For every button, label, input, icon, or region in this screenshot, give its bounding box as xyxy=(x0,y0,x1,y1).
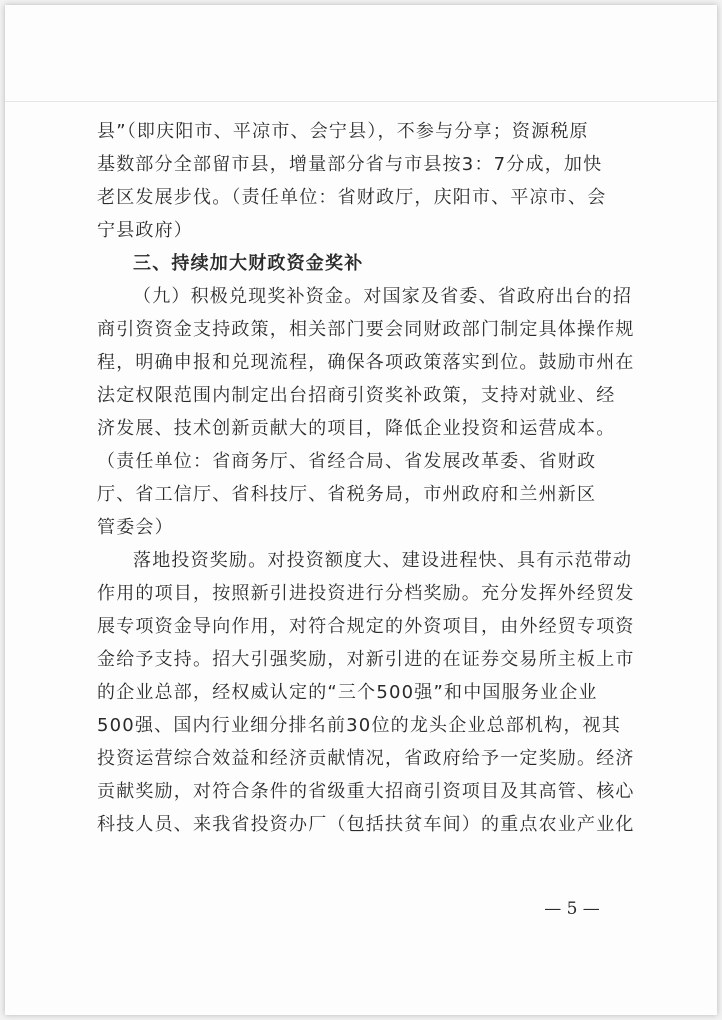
text-line: 作用的项目，按照新引进投资进行分档奖励。充分发挥外经贸发 xyxy=(97,583,635,604)
page-number: — 5 — xyxy=(544,899,600,919)
text-line: 厅、省工信厅、省科技厅、省税务局，市州政府和兰州新区 xyxy=(97,484,597,505)
text-line: 贡献奖励，对符合条件的省级重大招商引资项目及其高管、核心 xyxy=(97,781,635,802)
text-line: 展专项资金导向作用，对符合规定的外资项目，由外经贸专项资 xyxy=(97,616,635,637)
section-heading: 三、持续加大财政资金奖补 xyxy=(133,253,364,274)
document-page xyxy=(5,5,717,1015)
text-line: 科技人员、来我省投资办厂（包括扶贫车间）的重点农业产业化 xyxy=(97,814,635,835)
text-line: （责任单位：省商务厅、省经合局、省发展改革委、省财政 xyxy=(97,451,597,472)
text-line: 商引资资金支持政策，相关部门要会同财政部门制定具体操作规 xyxy=(97,319,635,340)
text-line: 投资运营综合效益和经济贡献情况，省政府给予一定奖励。经济 xyxy=(97,748,635,769)
text-line: 金给予支持。招大引强奖励，对新引进的在证券交易所主板上市 xyxy=(97,649,635,670)
text-line: 济发展、技术创新贡献大的项目，降低企业投资和运营成本。 xyxy=(97,418,616,439)
text-line: 基数部分全部留市县，增量部分省与市县按3：7分成，加快 xyxy=(97,154,603,175)
text-line: 法定权限范围内制定出台招商引资奖补政策，支持对就业、经 xyxy=(97,385,616,406)
text-line: 县”（即庆阳市、平凉市、会宁县），不参与分享；资源税原 xyxy=(97,121,589,142)
text-line: 程，明确申报和兑现流程，确保各项政策落实到位。鼓励市州在 xyxy=(97,352,635,373)
text-line: 的企业总部，经权威认定的“三个500强”和中国服务业企业 xyxy=(97,682,598,703)
text-line: 管委会） xyxy=(97,517,174,538)
text-line: 宁县政府） xyxy=(97,220,193,241)
page-top-rule xyxy=(5,101,717,102)
text-line: 老区发展步伐。（责任单位：省财政厅，庆阳市、平凉市、会 xyxy=(97,187,607,208)
document-body xyxy=(97,115,637,841)
text-line: 落地投资奖励。对投资额度大、建设进程快、具有示范带动 xyxy=(133,550,633,571)
text-line: 500强、国内行业细分排名前30位的龙头企业总部机构，视其 xyxy=(97,715,622,736)
text-line: （九）积极兑现奖补资金。对国家及省委、省政府出台的招 xyxy=(133,286,633,307)
